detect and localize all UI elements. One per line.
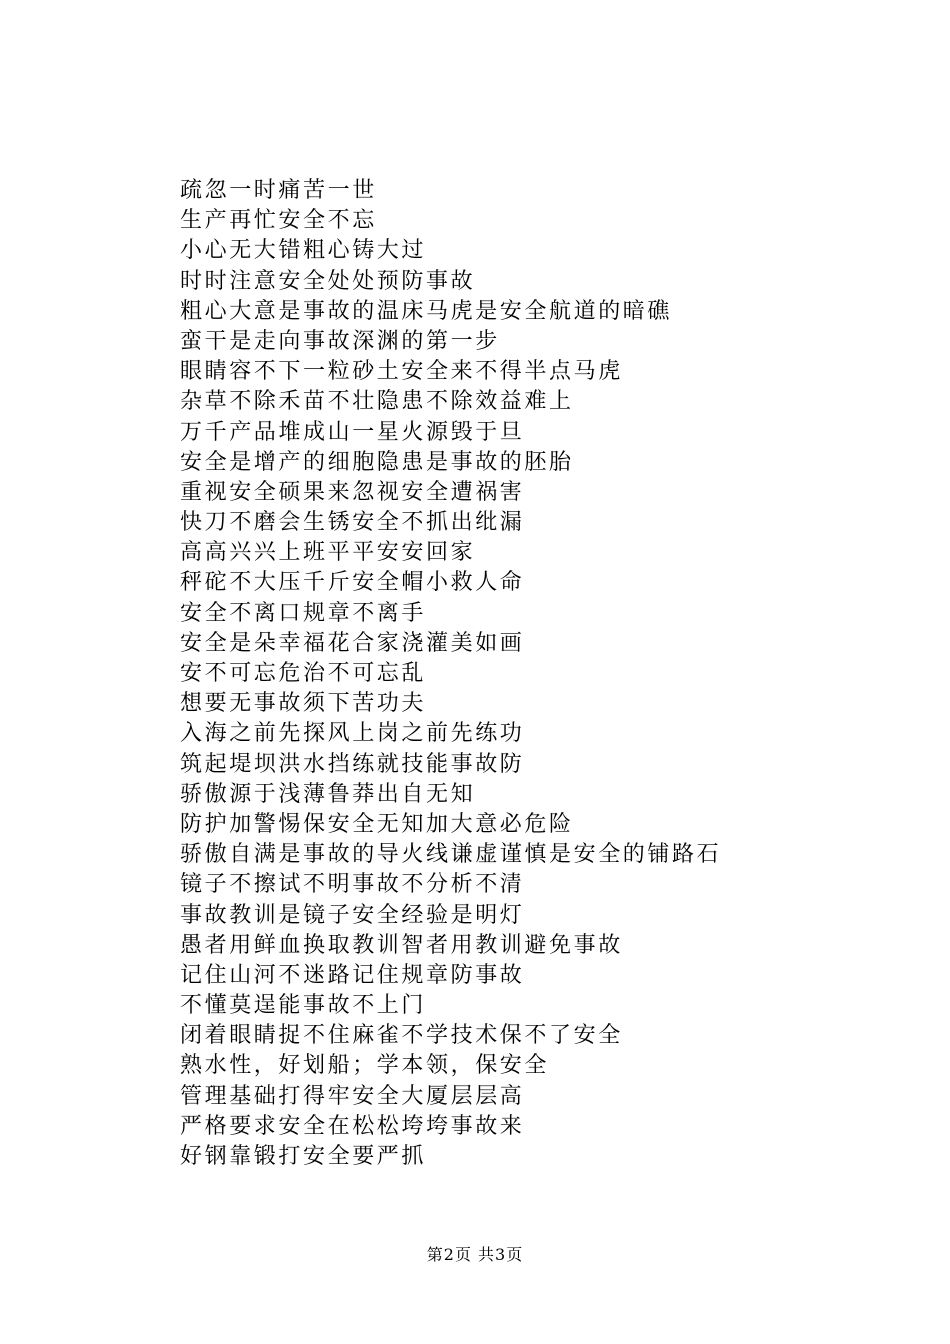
slogan-line: 入海之前先探风上岗之前先练功 [180, 721, 525, 747]
slogan-line: 不懂莫逞能事故不上门 [180, 993, 427, 1019]
slogan-line: 粗心大意是事故的温床马虎是安全航道的暗礁 [180, 298, 673, 324]
slogan-line: 管理基础打得牢安全大厦层层高 [180, 1083, 525, 1109]
slogan-line: 生产再忙安全不忘 [180, 208, 377, 234]
slogan-line: 安全是朵幸福花合家浇灌美如画 [180, 630, 525, 656]
slogan-line: 闭着眼睛捉不住麻雀不学技术保不了安全 [180, 1023, 623, 1049]
slogan-line: 防护加警惕保安全无知加大意必危险 [180, 811, 574, 837]
slogan-line: 骄傲自满是事故的导火线谦虚谨慎是安全的铺路石 [180, 842, 722, 868]
slogan-line: 记住山河不迷路记住规章防事故 [180, 962, 525, 988]
page-footer: 第2页 共3页 [426, 1245, 524, 1264]
slogan-line: 镜子不擦试不明事故不分析不清 [180, 872, 525, 898]
slogan-line: 筑起堤坝洪水挡练就技能事故防 [180, 751, 525, 777]
slogan-line: 蛮干是走向事故深渊的第一步 [180, 328, 500, 354]
slogan-line: 事故教训是镜子安全经验是明灯 [180, 902, 525, 928]
slogan-line: 好钢靠锻打安全要严抓 [180, 1144, 427, 1169]
slogan-line: 眼睛容不下一粒砂土安全来不得半点马虎 [180, 359, 623, 385]
slogan-line: 高高兴兴上班平平安安回家 [180, 540, 476, 566]
slogan-line: 疏忽一时痛苦一世 [180, 178, 377, 203]
slogan-line: 万千产品堆成山一星火源毁于旦 [180, 419, 525, 445]
slogan-line: 重视安全硕果来忽视安全遭祸害 [180, 479, 525, 505]
slogan-line: 愚者用鲜血换取教训智者用教训避免事故 [180, 932, 623, 958]
slogan-list [180, 176, 880, 1172]
slogan-line: 安全是增产的细胞隐患是事故的胚胎 [180, 449, 574, 475]
slogan-line: 小心无大错粗心铸大过 [180, 238, 427, 264]
slogan-line: 快刀不磨会生锈安全不抓出纰漏 [180, 510, 525, 536]
slogan-line: 秤砣不大压千斤安全帽小救人命 [180, 570, 525, 596]
slogan-line: 安不可忘危治不可忘乱 [180, 661, 427, 686]
slogan-line: 骄傲源于浅薄鲁莽出自无知 [180, 781, 476, 807]
slogan-line: 熟水性，好划船；学本领，保安全 [180, 1053, 550, 1079]
slogan-line: 时时注意安全处处预防事故 [180, 268, 476, 294]
slogan-line: 严格要求安全在松松垮垮事故来 [180, 1113, 525, 1139]
slogan-line: 想要无事故须下苦功夫 [180, 691, 427, 717]
slogan-line: 安全不离口规章不离手 [180, 600, 427, 626]
slogan-line: 杂草不除禾苗不壮隐患不除效益难上 [180, 389, 574, 415]
